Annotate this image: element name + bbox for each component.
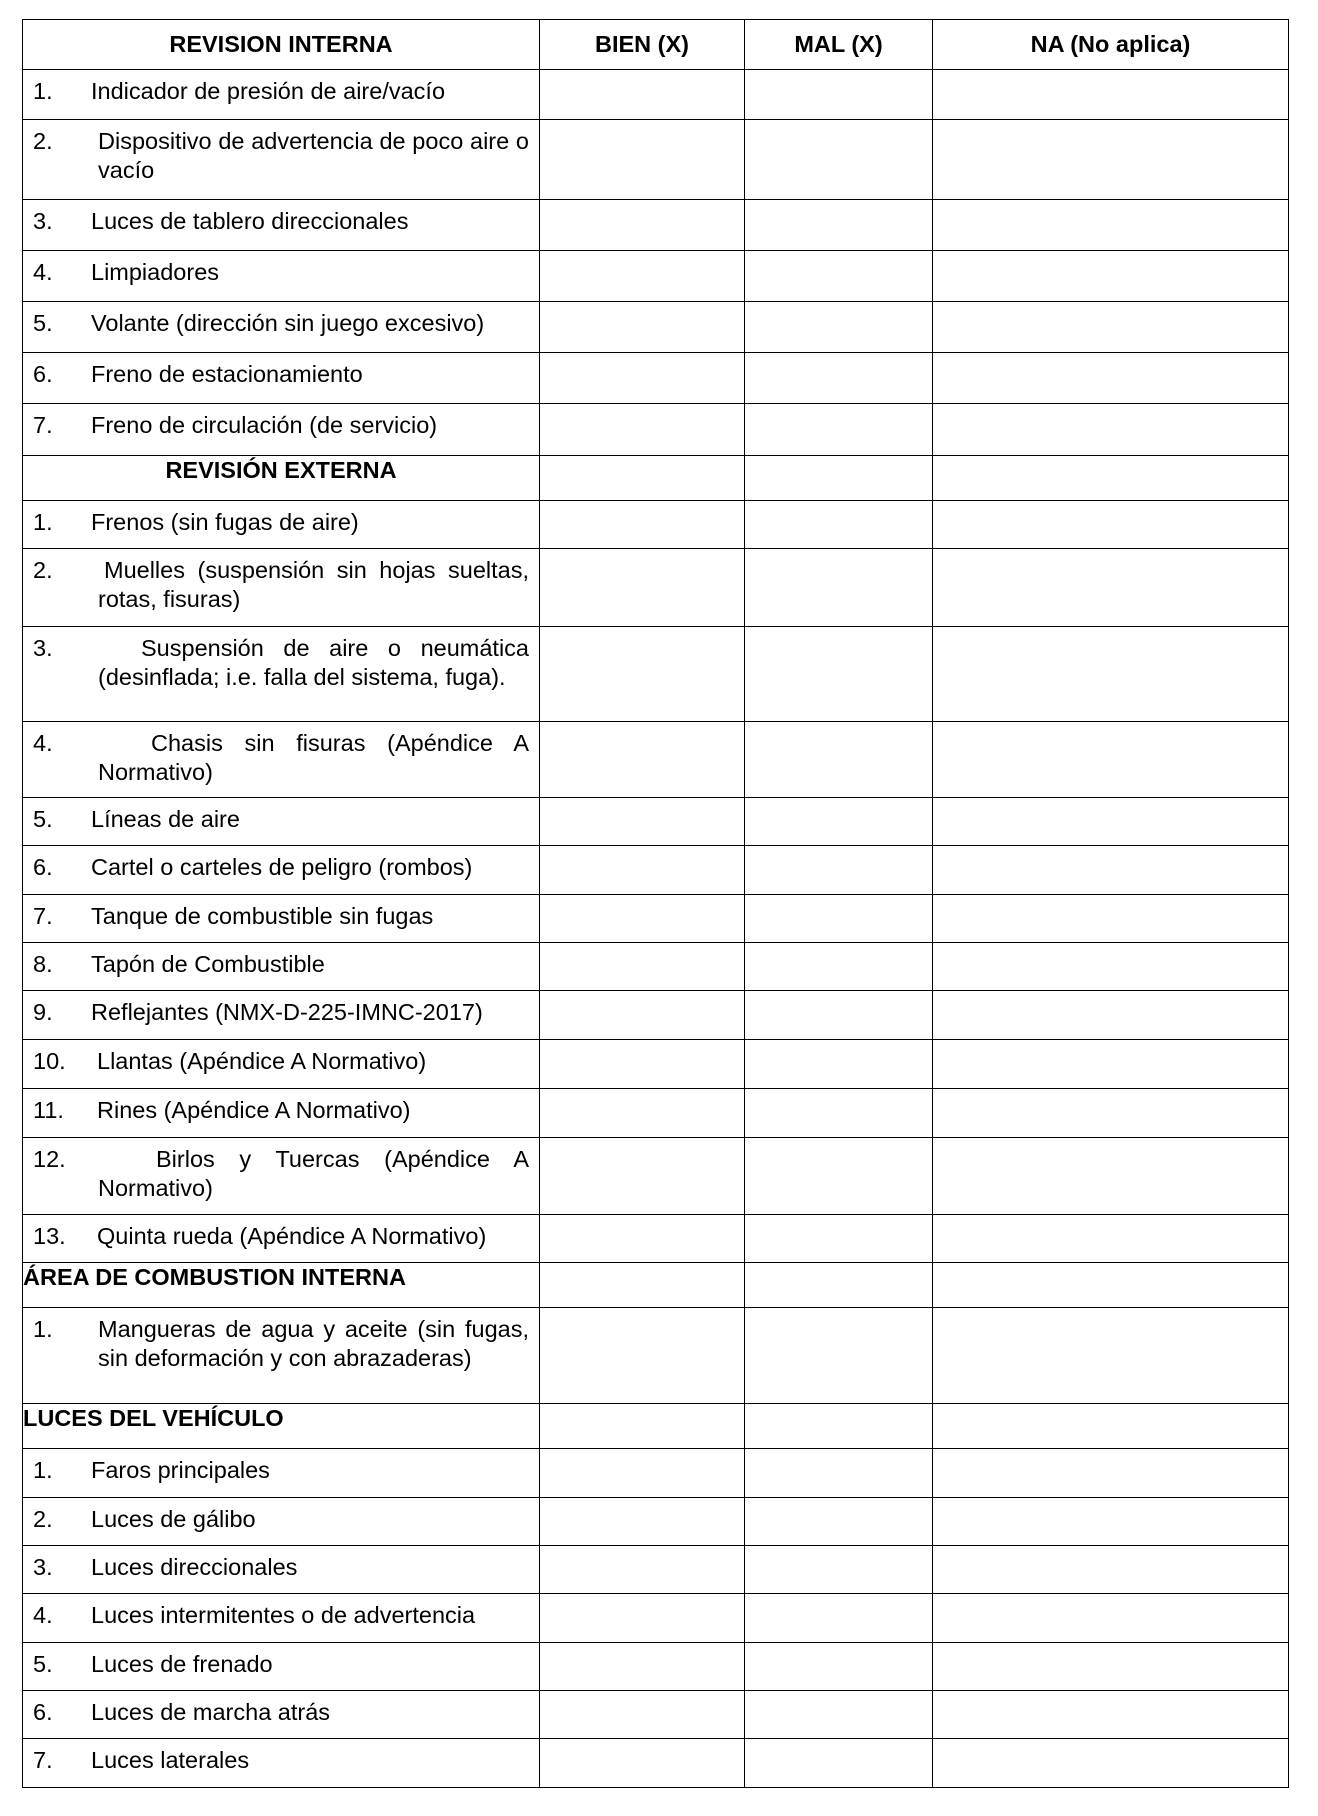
checkbox-cell-bien[interactable] <box>540 943 745 991</box>
item-cell <box>23 1546 540 1594</box>
checkbox-cell-bien[interactable] <box>540 302 745 353</box>
checkbox-cell-bien[interactable] <box>540 353 745 404</box>
checklist-row <box>23 1739 1289 1788</box>
section-luces-vehiculo-title: LUCES DEL VEHÍCULO <box>23 1404 540 1449</box>
checkbox-cell-mal[interactable] <box>745 846 933 895</box>
checklist-row <box>23 70 1289 120</box>
item-label: Suspensión de aire o neumática (desinflada; i.e. falla del sistema, fuga). <box>98 635 529 690</box>
item-label: Chasis sin fisuras (Apéndice A Normativo) <box>98 730 529 785</box>
item-number: 4. <box>33 259 53 285</box>
checkbox-cell-mal[interactable] <box>745 70 933 120</box>
checklist-row <box>23 1643 1289 1691</box>
checklist-row <box>23 846 1289 895</box>
item-cell <box>23 1138 540 1215</box>
checkbox-cell-na[interactable] <box>933 353 1289 404</box>
checkbox-cell-na[interactable] <box>933 1308 1289 1404</box>
checkbox-cell-bien[interactable] <box>540 1263 745 1308</box>
item-cell <box>23 1040 540 1089</box>
checkbox-cell-na[interactable] <box>933 943 1289 991</box>
item-label: Limpiadores <box>91 259 220 285</box>
checkbox-cell-na[interactable] <box>933 1040 1289 1089</box>
checkbox-cell-bien[interactable] <box>540 991 745 1040</box>
item-number: 12. <box>33 1146 66 1172</box>
item-cell <box>23 798 540 846</box>
checkbox-cell-mal[interactable] <box>745 302 933 353</box>
checklist-row <box>23 798 1289 846</box>
item-cell <box>23 70 540 120</box>
checklist-row <box>23 1215 1289 1263</box>
checklist-row <box>23 1691 1289 1739</box>
item-number: 9. <box>33 999 53 1025</box>
item-label: Tapón de Combustible <box>91 951 325 977</box>
section-revision-externa <box>23 456 1289 501</box>
checkbox-cell-bien[interactable] <box>540 1404 745 1449</box>
checkbox-cell-mal[interactable] <box>745 722 933 798</box>
item-label: Mangueras de agua y aceite (sin fugas, sin deformación y con abrazaderas) <box>98 1316 529 1371</box>
checklist-row <box>23 200 1289 251</box>
checkbox-cell-mal[interactable] <box>745 1089 933 1138</box>
item-label: Volante (dirección sin juego excesivo) <box>91 310 485 336</box>
item-number: 7. <box>33 1747 53 1773</box>
section-luces-vehiculo <box>23 1404 1289 1449</box>
checkbox-cell-bien[interactable] <box>540 404 745 456</box>
item-number: 1. <box>33 509 53 535</box>
item-cell <box>23 1691 540 1739</box>
checkbox-cell-mal[interactable] <box>745 1498 933 1546</box>
checkbox-cell-mal[interactable] <box>745 1449 933 1498</box>
item-number: 7. <box>33 412 53 438</box>
item-number: 5. <box>33 310 53 336</box>
checkbox-cell-bien[interactable] <box>540 1040 745 1089</box>
section-revision-externa-title: REVISIÓN EXTERNA <box>23 456 540 501</box>
checkbox-cell-bien[interactable] <box>540 1739 745 1788</box>
checkbox-cell-bien[interactable] <box>540 627 745 722</box>
item-number: 3. <box>33 1554 53 1580</box>
item-cell <box>23 549 540 627</box>
checkbox-cell-mal[interactable] <box>745 1594 933 1643</box>
item-cell <box>23 1594 540 1643</box>
checkbox-cell-na[interactable] <box>933 1739 1289 1788</box>
checkbox-cell-na[interactable] <box>933 404 1289 456</box>
checklist-row <box>23 991 1289 1040</box>
checklist-row <box>23 1594 1289 1643</box>
item-number: 4. <box>33 730 53 756</box>
item-cell <box>23 1215 540 1263</box>
checkbox-cell-mal[interactable] <box>745 991 933 1040</box>
item-label: Luces de tablero direccionales <box>91 208 409 234</box>
checkbox-cell-mal[interactable] <box>745 798 933 846</box>
checkbox-cell-bien[interactable] <box>540 1594 745 1643</box>
item-label: Frenos (sin fugas de aire) <box>91 509 359 535</box>
checkbox-cell-na[interactable] <box>933 251 1289 302</box>
item-cell <box>23 1498 540 1546</box>
item-label: Muelles (suspensión sin hojas sueltas, rotas, fisuras) <box>98 557 529 612</box>
checkbox-cell-na[interactable] <box>933 1263 1289 1308</box>
checkbox-cell-na[interactable] <box>933 549 1289 627</box>
checkbox-cell-mal[interactable] <box>745 1691 933 1739</box>
checkbox-cell-mal[interactable] <box>745 1404 933 1449</box>
item-number: 10. <box>33 1048 66 1074</box>
checklist-row <box>23 353 1289 404</box>
checkbox-cell-mal[interactable] <box>745 456 933 501</box>
item-label: Freno de circulación (de servicio) <box>91 412 438 438</box>
item-number: 5. <box>33 806 53 832</box>
checkbox-cell-mal[interactable] <box>745 200 933 251</box>
item-number: 6. <box>33 854 53 880</box>
section-combustion-interna <box>23 1263 1289 1308</box>
checkbox-cell-mal[interactable] <box>745 943 933 991</box>
item-number: 3. <box>33 635 53 661</box>
item-cell <box>23 251 540 302</box>
checklist-row <box>23 251 1289 302</box>
checkbox-cell-na[interactable] <box>933 120 1289 200</box>
section-combustion-interna-title: ÁREA DE COMBUSTION INTERNA <box>23 1263 540 1308</box>
checkbox-cell-mal[interactable] <box>745 120 933 200</box>
item-number: 7. <box>33 903 53 929</box>
checkbox-cell-na[interactable] <box>933 1404 1289 1449</box>
checkbox-cell-na[interactable] <box>933 991 1289 1040</box>
item-label: Faros principales <box>91 1457 270 1483</box>
item-label: Líneas de aire <box>91 806 240 832</box>
checkbox-cell-mal[interactable] <box>745 1739 933 1788</box>
item-label: Luces direccionales <box>91 1554 298 1580</box>
item-number: 13. <box>33 1223 66 1249</box>
checkbox-cell-bien[interactable] <box>540 722 745 798</box>
item-label: Tanque de combustible sin fugas <box>91 903 434 929</box>
item-number: 3. <box>33 208 53 234</box>
item-cell <box>23 1089 540 1138</box>
item-cell <box>23 991 540 1040</box>
item-label: Luces de frenado <box>91 1651 273 1677</box>
checkbox-cell-mal[interactable] <box>745 627 933 722</box>
checkbox-cell-bien[interactable] <box>540 798 745 846</box>
item-cell <box>23 846 540 895</box>
checklist-row <box>23 1449 1289 1498</box>
header-mal: MAL (X) <box>745 20 933 70</box>
checkbox-cell-na[interactable] <box>933 846 1289 895</box>
item-cell <box>23 1739 540 1788</box>
checkbox-cell-bien[interactable] <box>540 1498 745 1546</box>
checkbox-cell-bien[interactable] <box>540 1643 745 1691</box>
checkbox-cell-mal[interactable] <box>745 1546 933 1594</box>
item-cell <box>23 200 540 251</box>
checklist-row <box>23 627 1289 722</box>
item-cell <box>23 120 540 200</box>
checkbox-cell-mal[interactable] <box>745 895 933 943</box>
checkbox-cell-na[interactable] <box>933 1643 1289 1691</box>
checkbox-cell-mal[interactable] <box>745 1215 933 1263</box>
checkbox-cell-bien[interactable] <box>540 456 745 501</box>
item-label: Luces intermitentes o de advertencia <box>91 1602 476 1628</box>
item-cell <box>23 1449 540 1498</box>
checklist-row <box>23 943 1289 991</box>
checkbox-cell-na[interactable] <box>933 1138 1289 1215</box>
checklist-row <box>23 1040 1289 1089</box>
checklist-row <box>23 302 1289 353</box>
checklist-row <box>23 404 1289 456</box>
checklist-row <box>23 549 1289 627</box>
item-label: Luces laterales <box>91 1747 250 1773</box>
checkbox-cell-mal[interactable] <box>745 353 933 404</box>
checkbox-cell-bien[interactable] <box>540 70 745 120</box>
checkbox-cell-na[interactable] <box>933 722 1289 798</box>
checkbox-cell-bien[interactable] <box>540 549 745 627</box>
checkbox-cell-na[interactable] <box>933 1594 1289 1643</box>
checkbox-cell-na[interactable] <box>933 501 1289 549</box>
item-number: 5. <box>33 1651 53 1677</box>
checkbox-cell-na[interactable] <box>933 1546 1289 1594</box>
item-label: Luces de gálibo <box>91 1506 256 1532</box>
checkbox-cell-mal[interactable] <box>745 404 933 456</box>
item-cell <box>23 943 540 991</box>
checkbox-cell-bien[interactable] <box>540 1215 745 1263</box>
checkbox-cell-bien[interactable] <box>540 1308 745 1404</box>
checkbox-cell-na[interactable] <box>933 895 1289 943</box>
checkbox-cell-bien[interactable] <box>540 1546 745 1594</box>
checkbox-cell-na[interactable] <box>933 200 1289 251</box>
checklist-row <box>23 501 1289 549</box>
checkbox-cell-bien[interactable] <box>540 895 745 943</box>
header-bien: BIEN (X) <box>540 20 745 70</box>
checkbox-cell-na[interactable] <box>933 1498 1289 1546</box>
item-number: 6. <box>33 361 53 387</box>
header-revision-interna: REVISION INTERNA <box>23 20 540 70</box>
checkbox-cell-na[interactable] <box>933 1691 1289 1739</box>
item-label: Rines (Apéndice A Normativo) <box>97 1097 411 1123</box>
checkbox-cell-bien[interactable] <box>540 1089 745 1138</box>
checkbox-cell-na[interactable] <box>933 1449 1289 1498</box>
checkbox-cell-na[interactable] <box>933 627 1289 722</box>
item-number: 2. <box>33 557 53 583</box>
checklist-row <box>23 120 1289 200</box>
item-number: 6. <box>33 1699 53 1725</box>
checklist-row <box>23 895 1289 943</box>
item-number: 8. <box>33 951 53 977</box>
item-number: 1. <box>33 1457 53 1483</box>
item-label: Luces de marcha atrás <box>91 1699 331 1725</box>
checkbox-cell-mal[interactable] <box>745 1138 933 1215</box>
checklist-row <box>23 1089 1289 1138</box>
checkbox-cell-mal[interactable] <box>745 1643 933 1691</box>
item-number: 2. <box>33 1506 53 1532</box>
item-cell <box>23 501 540 549</box>
header-na: NA (No aplica) <box>933 20 1289 70</box>
item-label: Indicador de presión de aire/vacío <box>91 78 446 104</box>
item-label: Quinta rueda (Apéndice A Normativo) <box>97 1223 487 1249</box>
checkbox-cell-na[interactable] <box>933 798 1289 846</box>
item-number: 1. <box>33 78 53 104</box>
inspection-checklist-table <box>22 19 1289 1788</box>
item-label: Cartel o carteles de peligro (rombos) <box>91 854 473 880</box>
item-cell <box>23 404 540 456</box>
checkbox-cell-mal[interactable] <box>745 1308 933 1404</box>
item-label: Dispositivo de advertencia de poco aire o vacío <box>98 128 529 183</box>
item-number: 11. <box>33 1097 64 1123</box>
item-label: Birlos y Tuercas (Apéndice A Normativo) <box>98 1146 529 1201</box>
checklist-row <box>23 1498 1289 1546</box>
item-cell <box>23 1643 540 1691</box>
item-label: Llantas (Apéndice A Normativo) <box>97 1048 427 1074</box>
checkbox-cell-bien[interactable] <box>540 501 745 549</box>
checklist-row <box>23 722 1289 798</box>
item-cell <box>23 302 540 353</box>
checkbox-cell-bien[interactable] <box>540 846 745 895</box>
checkbox-cell-na[interactable] <box>933 302 1289 353</box>
checkbox-cell-bien[interactable] <box>540 120 745 200</box>
checklist-row <box>23 1308 1289 1404</box>
item-cell <box>23 722 540 798</box>
checkbox-cell-bien[interactable] <box>540 1449 745 1498</box>
header-row <box>23 20 1289 70</box>
checklist-row <box>23 1138 1289 1215</box>
item-cell <box>23 627 540 722</box>
item-cell <box>23 1308 540 1404</box>
checklist-row <box>23 1546 1289 1594</box>
checkbox-cell-mal[interactable] <box>745 1040 933 1089</box>
checkbox-cell-bien[interactable] <box>540 1138 745 1215</box>
checkbox-cell-mal[interactable] <box>745 251 933 302</box>
checkbox-cell-mal[interactable] <box>745 549 933 627</box>
checkbox-cell-bien[interactable] <box>540 200 745 251</box>
item-number: 1. <box>33 1316 53 1342</box>
checkbox-cell-bien[interactable] <box>540 1691 745 1739</box>
item-cell <box>23 353 540 404</box>
checkbox-cell-na[interactable] <box>933 70 1289 120</box>
item-number: 2. <box>33 128 53 154</box>
checkbox-cell-na[interactable] <box>933 1089 1289 1138</box>
item-label: Reflejantes (NMX-D-225-IMNC-2017) <box>91 999 483 1025</box>
item-label: Freno de estacionamiento <box>91 361 363 387</box>
checkbox-cell-mal[interactable] <box>745 1263 933 1308</box>
checkbox-cell-bien[interactable] <box>540 251 745 302</box>
checkbox-cell-mal[interactable] <box>745 501 933 549</box>
checkbox-cell-na[interactable] <box>933 456 1289 501</box>
item-number: 4. <box>33 1602 53 1628</box>
item-cell <box>23 895 540 943</box>
checkbox-cell-na[interactable] <box>933 1215 1289 1263</box>
